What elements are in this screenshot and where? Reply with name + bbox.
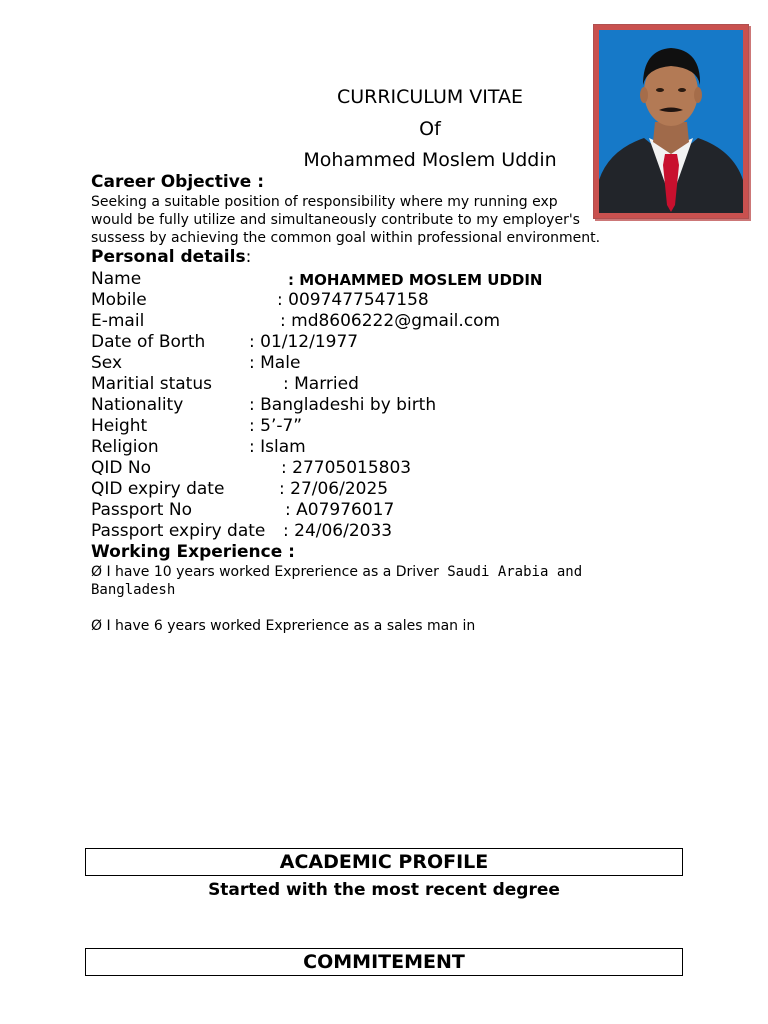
value-marital-status: : Married [283, 374, 359, 394]
label-name: Name [91, 269, 142, 289]
career-objective-heading: Career Objective : [91, 172, 265, 192]
label-email: E-mail [91, 311, 145, 331]
career-objective-line-3: sussess by achieving the common goal within professional environment. [91, 230, 601, 246]
personal-details-heading-colon: : [245, 247, 252, 267]
profile-photo [593, 24, 749, 219]
value-qid-no: : 27705015803 [281, 458, 412, 478]
value-nationality: : Bangladeshi by birth [249, 395, 437, 415]
commitment-heading: COMMITEMENT [85, 948, 683, 976]
label-height: Height [91, 416, 148, 436]
value-email: : md8606222@gmail.com [280, 311, 501, 331]
value-name: : MOHAMMED MOSLEM UDDIN [288, 271, 543, 289]
value-passport-expiry: : 24/06/2033 [283, 521, 393, 541]
value-date-of-birth: : 01/12/1977 [249, 332, 359, 352]
experience-item-1-continued: Bangladesh [91, 582, 176, 598]
label-nationality: Nationality [91, 395, 184, 415]
value-qid-expiry: : 27/06/2025 [279, 479, 389, 499]
career-objective-line-1: Seeking a suitable position of responsibility where my running exp [91, 194, 558, 210]
label-sex: Sex [91, 353, 123, 373]
label-religion: Religion [91, 437, 159, 457]
label-qid-no: QID No [91, 458, 152, 478]
label-mobile: Mobile [91, 290, 147, 310]
label-marital-status: Maritial status [91, 374, 212, 394]
value-religion: : Islam [249, 437, 306, 457]
cv-title: CURRICULUM VITAE [336, 86, 524, 108]
label-date-of-birth: Date of Borth [91, 332, 206, 352]
experience-item-2: Ø I have 6 years worked Exprerience as a sales man in [91, 618, 476, 634]
label-passport-no: Passport No [91, 500, 192, 520]
person-portrait-icon [599, 30, 743, 213]
label-passport-expiry: Passport expiry date [91, 521, 266, 541]
academic-profile-heading: ACADEMIC PROFILE [85, 848, 683, 876]
value-sex: : Male [249, 353, 301, 373]
label-qid-expiry: QID expiry date [91, 479, 225, 499]
career-objective-line-2: would be fully utilize and simultaneously contribute to my employer's [91, 212, 580, 228]
personal-details-heading-text: Personal details [91, 247, 246, 267]
cv-title-of: Of [419, 118, 441, 140]
working-experience-heading: Working Experience : [91, 542, 295, 562]
experience-item-1-text: Ø I have 10 years worked Exprerience as a Driver [91, 564, 439, 580]
cv-name-title: Mohammed Moslem Uddin [303, 149, 557, 171]
experience-item-1 [91, 564, 582, 580]
experience-item-1-countries: Saudi Arabia and [438, 564, 583, 580]
academic-profile-subtitle: Started with the most recent degree [208, 880, 560, 900]
personal-details-heading [91, 247, 251, 267]
value-mobile: : 0097477547158 [277, 290, 429, 310]
photo-background [599, 30, 743, 213]
value-passport-no: : A07976017 [285, 500, 395, 520]
value-height: : 5’-7” [249, 416, 303, 436]
